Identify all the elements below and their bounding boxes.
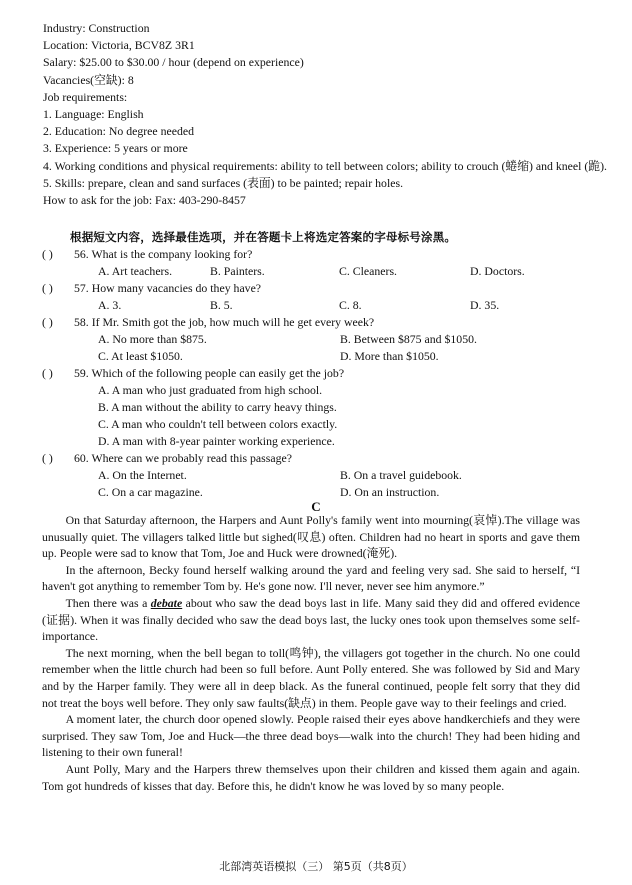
question-text: 57. How many vacancies do they have? [74,281,262,295]
paragraph-2: In the afternoon, Becky found herself walking around the yard and feeling very sad. She said to herself, “I haven't got anything to remember Tom by. He's gone now. I'll never, never see him anymore.” [42,562,580,594]
paragraph-6: Aunt Polly, Mary and the Harpers threw themselves upon their children and kissed them again and again. Tom got hundreds of kisses that day. Before this, he didn't know he was loved by so many people. [42,761,580,793]
option-b: B. On a travel guidebook. [340,468,462,482]
question-text: 58. If Mr. Smith got the job, how much will he get every week? [74,315,375,329]
question-text: 60. Where can we probably read this passage? [74,451,292,465]
option-d: D. A man with 8-year painter working experience. [98,434,335,448]
option-a: A. No more than $875. [98,332,207,346]
salary-line: Salary: $25.00 to $30.00 / hour (depend on experience) [43,55,304,70]
requirement-language: 1. Language: English [43,107,144,122]
paragraph-3 [42,595,580,645]
option-b: B. Painters. [210,264,265,278]
question-list [42,246,602,501]
section-label: C [311,499,321,514]
question-57 [42,280,602,314]
option-a: A. Art teachers. [98,264,173,278]
apply-line: How to ask for the job: Fax: 403-290-8457 [43,193,246,208]
reading-passage [42,512,580,794]
paragraph-3-start: Then there was a [65,595,151,610]
requirement-education: 2. Education: No degree needed [43,124,195,139]
answer-bracket: ( ) [42,366,53,380]
answer-bracket: ( ) [42,281,53,295]
question-text: 59. Which of the following people can easily get the job? [74,366,345,380]
option-a: A. A man who just graduated from high school. [98,383,323,397]
paragraph-4: The next morning, when the bell began to toll(鸣钟), the villagers got together in the church. No one could remember when the little church had been so full before. Aunt Polly entered. She was followed by Sid and Mary and by the Harper family. They were all in deep black. As the funeral continued, people felt sorry that they did not treat the boys well before. They only saw faults(缺点) in them. People gave way to their feelings and cried. [42,645,580,710]
option-d: D. More than $1050. [340,349,439,363]
option-a: A. On the Internet. [98,468,187,482]
question-59 [42,365,602,450]
requirement-skills: 5. Skills: prepare, clean and sand surfaces (表面) to be painted; repair holes. [43,175,404,190]
option-b: B. 5. [210,298,233,312]
option-b: B. A man without the ability to carry heavy things. [98,400,337,414]
option-c: C. On a car magazine. [98,485,203,499]
page-footer: 北部湾英语模拟（三） 第5页（共8页） [219,860,413,873]
answer-bracket: ( ) [42,247,53,261]
option-c: C. At least $1050. [98,349,183,363]
requirement-working-conditions: 4. Working conditions and physical requirements: ability to tell between colors; ability to crouch (蜷缩) and kneel (跪). [43,158,607,173]
option-b: B. Between $875 and $1050. [340,332,477,346]
job-ad [43,20,618,209]
question-60 [42,450,602,501]
option-a: A. 3. [98,298,122,312]
option-c: C. 8. [339,298,362,312]
requirement-experience: 3. Experience: 5 years or more [43,141,188,156]
instruction-text: 根据短文内容，选择最佳选项，并在答题卡上将选定答案的字母标号涂黑。 [70,230,457,244]
option-d: D. On an instruction. [340,485,440,499]
question-58 [42,314,602,365]
option-d: D. Doctors. [470,264,525,278]
vacancies-line: Vacancies(空缺): 8 [43,72,134,87]
requirements-heading: Job requirements: [43,89,128,104]
option-d: D. 35. [470,298,500,312]
option-c: C. A man who couldn't tell between colors exactly. [98,417,338,431]
answer-bracket: ( ) [42,315,53,329]
paragraph-1: On that Saturday afternoon, the Harpers and Aunt Polly's family went into mourning(哀悼).The village was unusually quiet. The villagers talked little but sighed(叹息) often. Children had no heart in sports and gave them up. People were sad to know that Tom, Joe and Huck were drowned(淹死). [42,513,580,561]
location-line: Location: Victoria, BCV8Z 3R1 [43,38,195,53]
question-text: 56. What is the company looking for? [74,247,253,261]
paragraph-5: A moment later, the church door opened slowly. People raised their eyes above handkerchiefs and they were surprised. They saw Tom, Joe and Huck—the three dead boys—walk into the church! They had been hiding and listening to their own funeral! [42,712,580,760]
highlighted-word: debate [150,595,183,610]
industry-line: Industry: Construction [43,21,150,35]
answer-bracket: ( ) [42,451,53,465]
option-c: C. Cleaners. [339,264,397,278]
question-56 [42,246,602,280]
paragraph-3-end: about who saw the dead boys last in life. Many said they did and offered evidence (证据). When it was finally decided who saw the dead boys last, the lucky ones took upon themselves some self-importance. [42,595,580,644]
